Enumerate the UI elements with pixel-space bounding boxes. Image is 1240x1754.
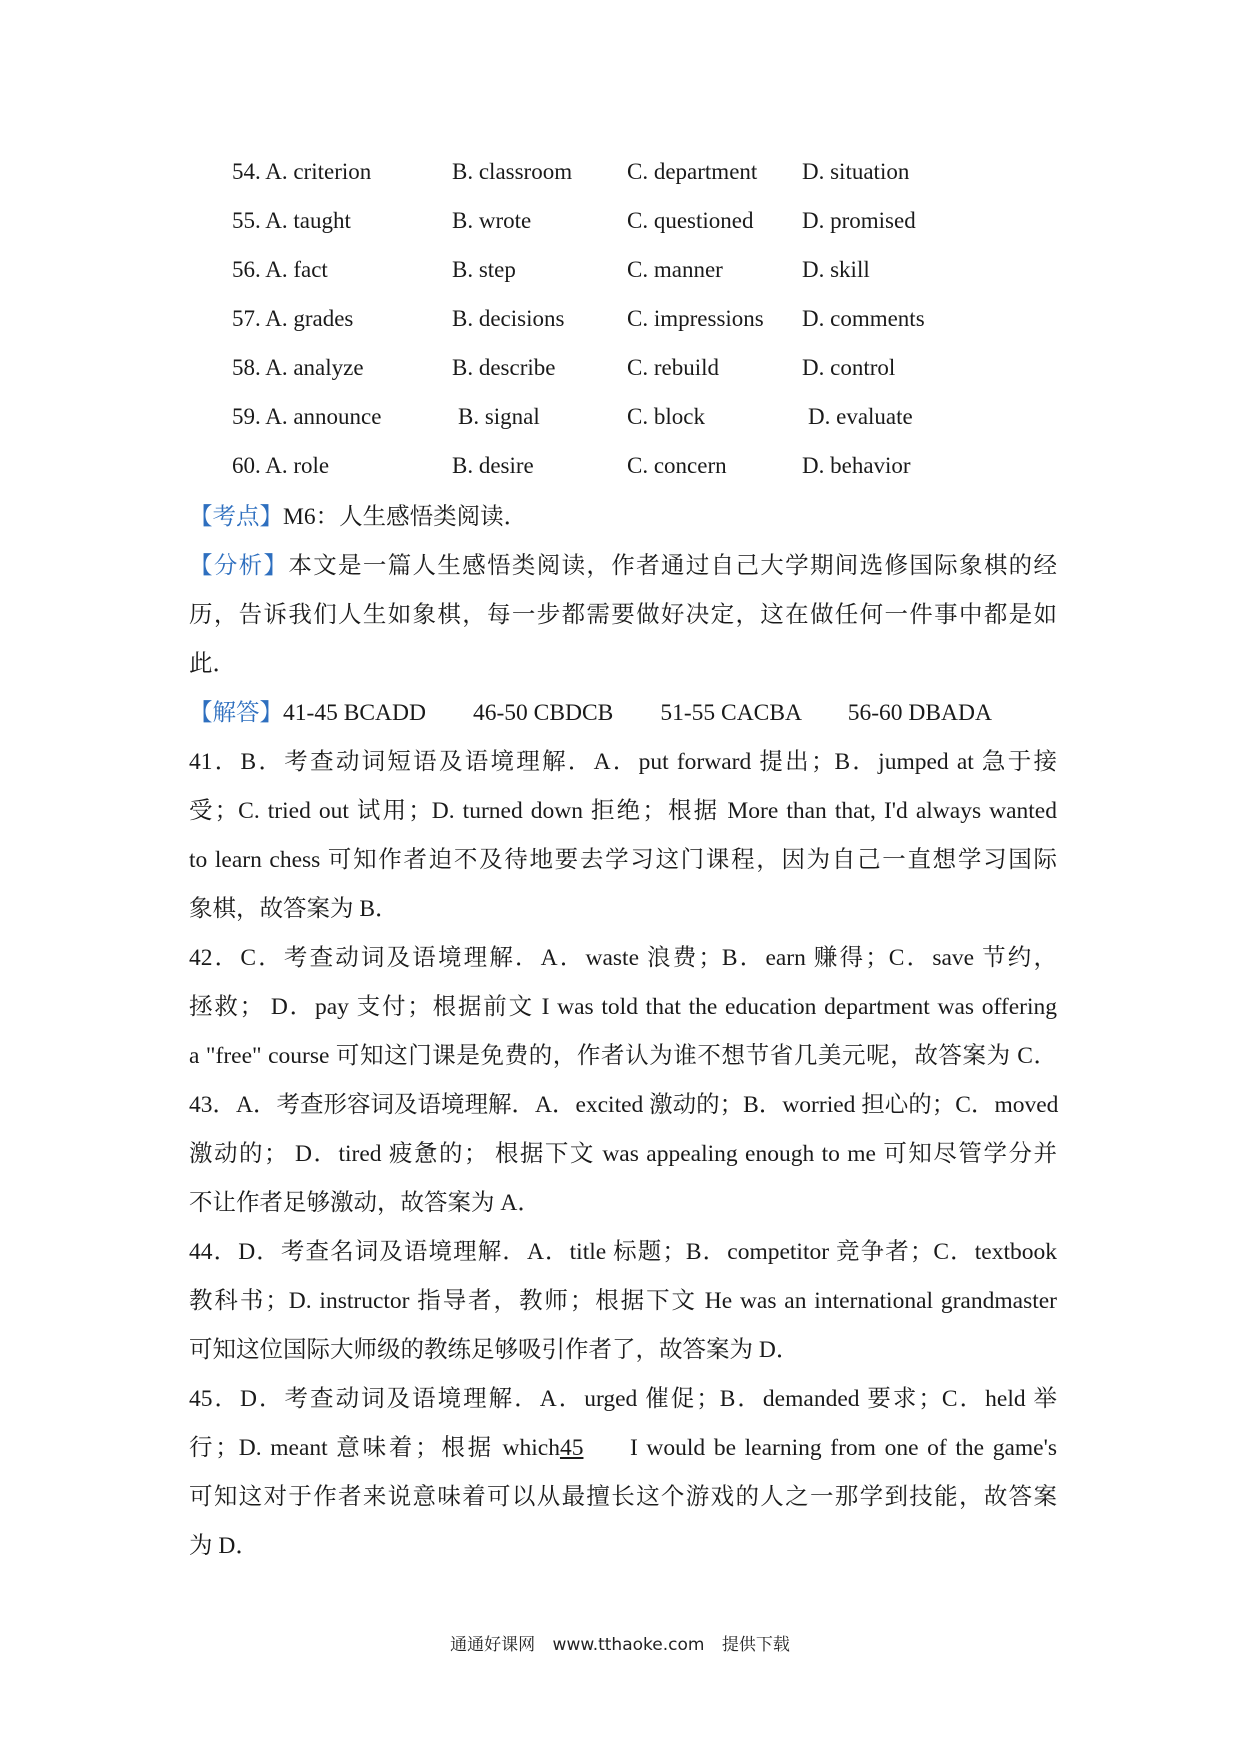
option-54-d: D. situation [802,159,910,184]
page-footer [0,1630,1240,1655]
fenxi-line-3: 此． [189,651,236,677]
fenxi-line-2: 历，告诉我们人生如象棋，每一步都需要做好决定，这在做任何一件事中都是如 [189,602,1057,628]
option-57-d: D. comments [802,306,925,331]
option-57-a: 57. A. grades [232,306,354,331]
option-58-d: D. control [802,355,896,380]
explanation-42-line-3: a "free" course 可知这门课是免费的，作者认为谁不想节省几美元呢，故答案为 C． [189,1043,1057,1069]
kaodian-text: M6：人生感悟类阅读． [283,504,528,530]
kaodian-tag: 【考点】 [189,504,283,530]
explanation-45-line-3: 可知这对于作者来说意味着可以从最擅长这个游戏的人之一那学到技能，故答案 [189,1484,1057,1510]
fenxi-tag: 【分析】 [189,553,289,579]
option-59-d: D. evaluate [808,404,913,429]
option-60-a: 60. A. role [232,453,330,478]
option-56-c: C. manner [627,257,723,282]
option-56-a: 56. A. fact [232,257,328,282]
option-55-b: B. wrote [452,208,532,233]
option-58-a: 58. A. analyze [232,355,364,380]
option-60-c: C. concern [627,453,727,478]
fenxi-line-1 [189,549,1057,598]
explanation-45-line-2-start: 行；D. meant 意味着；根据 which [189,1435,560,1461]
option-54-c: C. department [627,159,758,184]
explanation-44-line-2: 教科书；D. instructor 指导者，教师；根据下文 He was an international grandmaster [189,1288,1057,1314]
option-59-a: 59. A. announce [232,404,382,429]
answer-explanation [189,500,1057,1578]
option-60-d: D. behavior [802,453,911,478]
explanation-44-line-3: 可知这位国际大师级的教练足够吸引作者了，故答案为 D． [189,1337,800,1363]
option-59-c: C. block [627,404,705,429]
option-57-b: B. decisions [452,306,565,331]
option-56-b: B. step [452,257,516,282]
explanation-45-line-2-end: I would be learning from one of the game's [629,1435,1057,1461]
explanation-43-line-1: 43．A．考查形容词及语境理解．A．excited 激动的；B．worried 担心的；C．moved [189,1092,1059,1118]
option-56-d: D. skill [802,257,870,282]
explanation-45-line-4: 为 D． [189,1533,259,1559]
explanation-43-line-2: 激动的； D．tired 疲惫的； 根据下文 was appealing enough to me 可知尽管学分并 [189,1141,1057,1167]
option-54-a: 54. A. criterion [232,159,372,184]
explanation-44-line-1: 44．D．考查名词及语境理解．A．title 标题；B．competitor 竞争者；C．textbook [189,1239,1057,1265]
option-58-c: C. rebuild [627,355,719,380]
explanation-45-line-1: 45．D．考查动词及语境理解．A．urged 催促；B．demanded 要求；C．held 举 [189,1386,1057,1412]
explanation-41-line-4: 象棋，故答案为 B． [189,896,399,922]
jieda-answers: 41-45 BCADD 46-50 CBDCB 51-55 CACBA 56-60 DBADA [283,700,992,726]
footer-site-name: 通通好课网 [450,1635,536,1655]
jieda-line [189,696,1057,745]
footer-note: 提供下载 [721,1635,790,1655]
explanation-42-line-2: 拯救； D．pay 支付；根据前文 I was told that the education department was offering [189,994,1057,1020]
option-60-b: B. desire [452,453,534,478]
explanation-45-line-2 [189,1431,1057,1480]
kaodian-line [189,500,1057,549]
fenxi-text-1: 本文是一篇人生感悟类阅读，作者通过自己大学期间选修国际象棋的经 [288,553,1058,579]
explanation-41-line-3: to learn chess 可知作者迫不及待地要去学习这门课程，因为自己一直想学习国际 [189,847,1057,873]
explanation-41-line-2: 受；C. tried out 试用；D. turned down 拒绝；根据 More than that, I'd always wanted [189,798,1057,824]
blank-45: 45 [559,1435,584,1461]
option-55-a: 55. A. taught [232,208,351,233]
jieda-tag: 【解答】 [189,700,283,726]
option-55-d: D. promised [802,208,916,233]
option-54-b: B. classroom [452,159,573,184]
explanation-43-line-3: 不让作者足够激动，故答案为 A． [189,1190,541,1216]
option-59-b: B. signal [458,404,540,429]
explanation-41-line-1: 41．B．考查动词短语及语境理解．A．put forward 提出；B．jumped at 急于接 [189,749,1057,775]
option-58-b: B. describe [452,355,556,380]
option-57-c: C. impressions [627,306,764,331]
footer-url[interactable]: www.tthaoke.com [552,1635,705,1655]
explanation-42-line-1: 42．C．考查动词及语境理解．A．waste 浪费；B．earn 赚得；C．save 节约， [189,945,1057,971]
option-55-c: C. questioned [627,208,754,233]
